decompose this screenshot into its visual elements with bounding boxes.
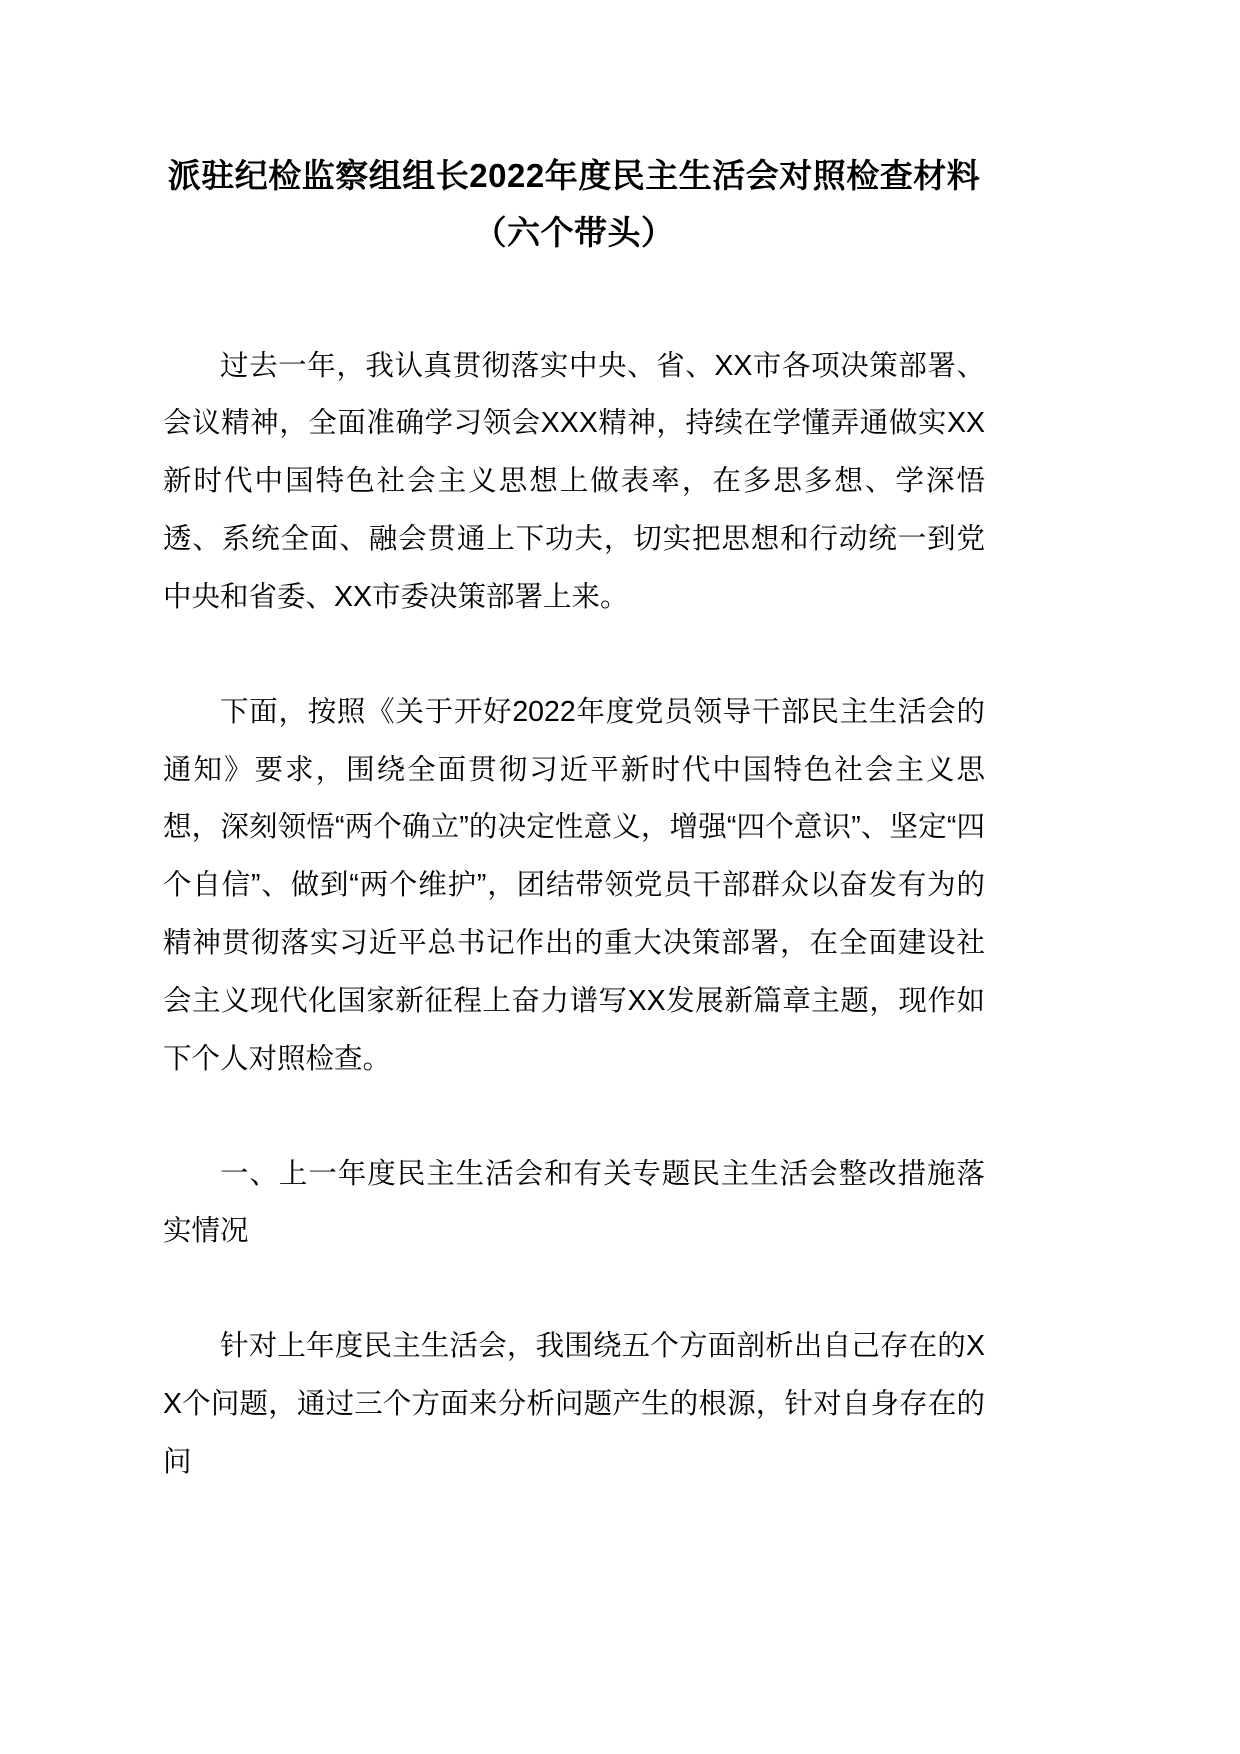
document-content-column — [163, 0, 985, 1492]
spacer-title-body — [163, 262, 985, 338]
paragraph-section-one-1: 针对上年度民主生活会，我围绕五个方面剖析出自己存在的XX个问题，通过三个方面来分析问题产生的根源，针对自身存在的问 — [163, 1330, 985, 1478]
spacer-para-2-heading — [163, 1089, 985, 1146]
spacer-para-1-2 — [163, 627, 985, 684]
spacer-heading-section-body — [163, 1261, 985, 1318]
paragraph-intro-achievements: 过去一年，我认真贯彻落实中央、省、XX市各项决策部署、会议精神，全面准确学习领会XXX精神，持续在学懂弄通做实XX新时代中国特色社会主义思想上做表率，在多思多想、学深悟透、系统全面、融会贯通上下功夫，切实把思想和行动统一到党中央和省委、XX市委决策部署上来。 — [163, 349, 985, 613]
document-title: 派驻纪检监察组组长2022年度民主生活会对照检查材料（六个带头） — [167, 157, 981, 251]
section-heading-one: 一、上一年度民主生活会和有关专题民主生活会整改措施落实情况 — [163, 1157, 985, 1248]
paragraph-meeting-basis: 下面，按照《关于开好2022年度党员领导干部民主生活会的通知》要求，围绕全面贯彻习近平新时代中国特色社会主义思想，深刻领悟“两个确立”的决定性意义，增强“四个意识”、坚定“四个自信”、做到“两个维护”，团结带领党员干部群众以奋发有为的精神贯彻落实习近平总书记作出的重大决策部署，在全面建设社会主义现代化国家新征程上奋力谱写XX发展新篇章主题，现作如下个人对照检查。 — [163, 695, 985, 1075]
